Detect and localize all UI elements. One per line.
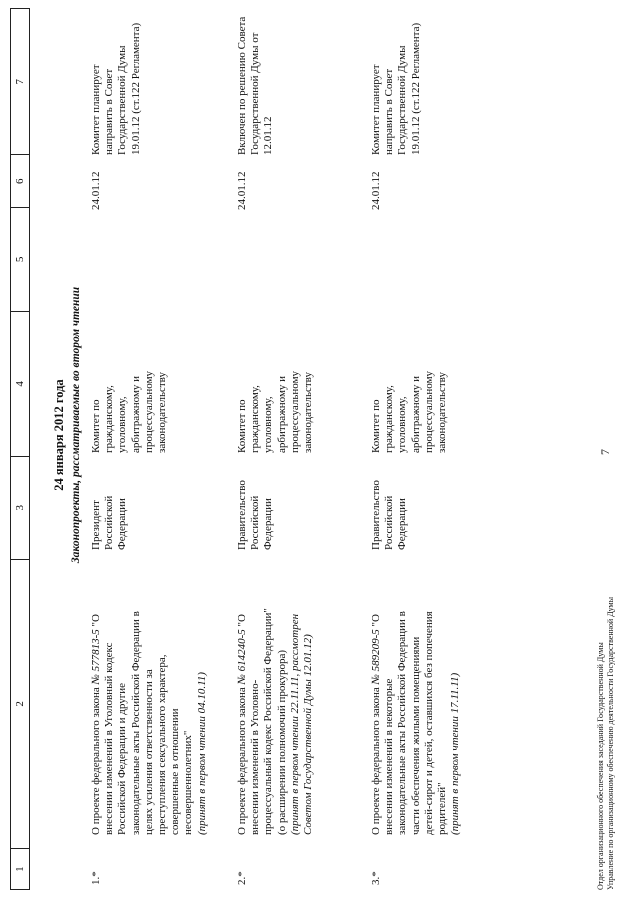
column-header-7: 7 — [11, 9, 29, 155]
date-heading: 24 января 2012 года — [52, 379, 66, 491]
bill-initiator: Правительство Российской Федерации — [236, 480, 275, 550]
column-header-6: 6 — [11, 155, 29, 208]
row-number: 2.* — [236, 871, 248, 885]
footer — [596, 597, 616, 890]
review-date: 24.01.12 — [236, 171, 248, 210]
bill-title: "О внесении изменений в некоторые законодательные акты Российской Федерации в части обеспечения жилыми помещениями детей-сирот и детей, оставшихся без попечения родителей" — [370, 611, 449, 835]
column-header-1: 1 — [14, 866, 26, 872]
column-header-2: 2 — [11, 560, 29, 850]
footer-line-1: Отдел организационного обеспечения заседаний Государственной Думы — [596, 642, 605, 890]
bill-status: Комитет планирует направить в Совет Государственной Думы 19.01.12 (ст.122 Регламента) — [90, 22, 142, 155]
page-number: 7 — [598, 449, 612, 455]
column-header-row — [10, 8, 30, 890]
bill-status: Включен по решению Совета Государственной Думы от 12.01.12 — [236, 16, 275, 155]
bill-initiator: Президент Российской Федерации — [90, 495, 129, 550]
row-number: 3.* — [370, 871, 382, 885]
bill-title: "О внесении изменений в Уголовно-процессуальный кодекс Российской Федерации" (о расширении полномочий прокурора) — [236, 608, 288, 835]
bill-reading-note: (принят в первом чтении 17.11.11) — [449, 672, 462, 835]
bill-description — [236, 605, 315, 835]
review-date: 24.01.12 — [90, 171, 102, 210]
bill-title-prefix: О проекте федерального закона — [236, 687, 248, 835]
bill-initiator: Правительство Российской Федерации — [370, 480, 409, 550]
responsible-committee: Комитет по гражданскому, уголовному, арбитражному и процессуальному законодательству — [370, 370, 449, 453]
bill-number: № 614240-5 — [236, 629, 248, 685]
responsible-committee: Комитет по гражданскому, уголовному, арбитражному и процессуальному законодательству — [90, 370, 169, 453]
review-date: 24.01.12 — [370, 171, 382, 210]
bill-number: № 577813-5 — [90, 629, 102, 685]
bill-description — [370, 605, 462, 835]
bill-title-prefix: О проекте федерального закона — [90, 687, 102, 835]
bill-status: Комитет планирует направить в Совет Государственной Думы 19.01.12 (ст.122 Регламента) — [370, 22, 422, 155]
column-header-5: 5 — [11, 208, 29, 312]
section-heading: Законопроекты, рассматриваемые во втором чтении — [70, 286, 82, 564]
bill-reading-note: (принят в первом чтении 04.10.11) — [195, 672, 208, 835]
bill-reading-note: (принят в первом чтении 22.11.11, рассмотрен Советом Государственной Думы 12.01.12) — [288, 613, 315, 835]
column-header-3: 3 — [11, 457, 29, 560]
bill-title-prefix: О проекте федерального закона — [370, 687, 382, 835]
column-header-4: 4 — [11, 312, 29, 457]
bill-title: "О внесении изменений в Уголовный кодекс Российской Федерации и другие законодательные акты Российской Федерации в целях усиления ответственности за преступления сексуального характера, совершенные в отношении несовершеннолетних" — [90, 611, 195, 835]
bill-description — [90, 605, 209, 835]
footer-line-2: Управление по организационному обеспечению деятельности Государственной Думы — [606, 597, 615, 890]
bill-number: № 589209-5 — [370, 629, 382, 685]
row-number: 1.* — [90, 871, 102, 885]
responsible-committee: Комитет по гражданскому, уголовному, арбитражному и процессуальному законодательству — [236, 370, 315, 453]
